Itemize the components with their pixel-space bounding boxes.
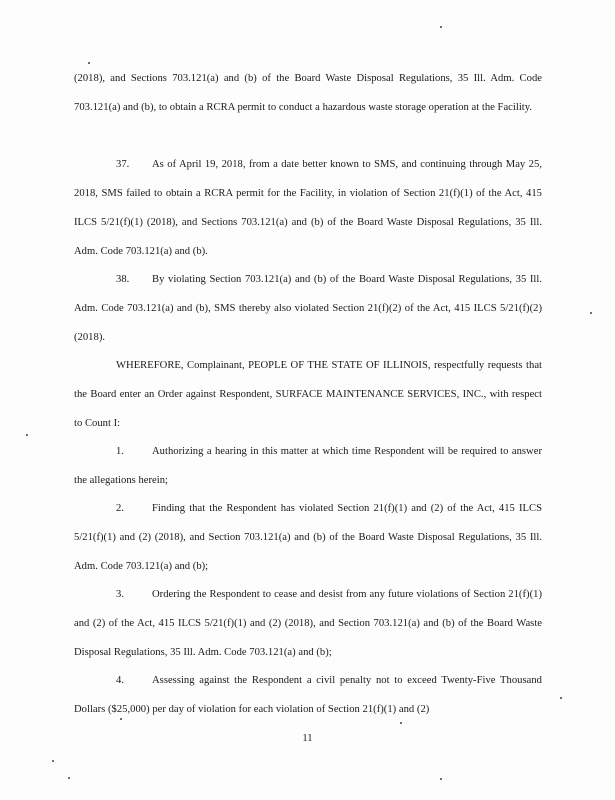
- scan-speck: [560, 697, 562, 699]
- scan-speck: [440, 26, 442, 28]
- paragraph-text: Ordering the Respondent to cease and desist from any future violations of Section 21(f)(1) and (2) of the Act, 415 ILCS 5/21(f)(1) and (2) (2018), and Section 703.121(a) and (b) of the Board Waste Disposal Regulations, 35 Ill. Adm. Code 703.121(a) and (b);: [74, 589, 542, 658]
- scan-speck: [88, 62, 90, 64]
- paragraph-number: 2.: [116, 503, 124, 514]
- paragraph-text: WHEREFORE, Complainant, PEOPLE OF THE STATE OF ILLINOIS, respectfully requests that the Board enter an Order against Respondent, SURFACE MAINTENANCE SERVICES, INC., with respect to Count I:: [74, 360, 542, 429]
- paragraph-text: Assessing against the Respondent a civil penalty not to exceed Twenty-Five Thousand Dollars ($25,000) per day of violation for each violation of Section 21(f)(1) and (2): [74, 675, 542, 715]
- relief-item-1: [74, 437, 542, 495]
- relief-item-2: [74, 494, 542, 581]
- scan-speck: [52, 760, 54, 762]
- scan-speck: [590, 312, 592, 314]
- paragraph-38: [74, 265, 542, 352]
- wherefore-clause: [74, 351, 542, 438]
- scan-speck: [400, 722, 402, 724]
- paragraph-continuation: [74, 64, 542, 122]
- paragraph-text: (2018), and Sections 703.121(a) and (b) of the Board Waste Disposal Regulations, 35 Ill. Adm. Code 703.121(a) and (b), to obtain a RCRA permit to conduct a hazardous waste storage operation at the Facility.: [74, 73, 542, 113]
- paragraph-number: 4.: [116, 675, 124, 686]
- paragraph-text: Finding that the Respondent has violated Section 21(f)(1) and (2) of the Act, 415 ILCS 5/21(f)(1) and (2) (2018), and Section 703.121(a) and (b) of the Board Waste Disposal Regulations, 35 Ill. Adm. Code 703.121(a) and (b);: [74, 503, 542, 572]
- scan-speck: [26, 434, 28, 436]
- scan-speck: [68, 777, 70, 779]
- paragraph-text: By violating Section 703.121(a) and (b) of the Board Waste Disposal Regulations, 35 Ill. Adm. Code 703.121(a) and (b), SMS thereby also violated Section 21(f)(2) of the Act, 415 ILCS 5/21(f)(2) (2018).: [74, 274, 542, 343]
- paragraph-37: [74, 150, 542, 266]
- relief-item-3: [74, 580, 542, 667]
- relief-item-4: [74, 666, 542, 724]
- scan-speck: [440, 778, 442, 780]
- paragraph-text: As of April 19, 2018, from a date better known to SMS, and continuing through May 25, 2018, SMS failed to obtain a RCRA permit for the Facility, in violation of Section 21(f)(1) of the Act, 415 ILCS 5/21(f)(1) (2018), and Sections 703.121(a) and (b) of the Board Waste Disposal Regulations, 35 Ill. Adm. Code 703.121(a) and (b).: [74, 159, 542, 257]
- paragraph-number: 37.: [116, 159, 130, 170]
- page-number: 11: [302, 733, 313, 744]
- paragraph-text: Authorizing a hearing in this matter at which time Respondent will be required to answer the allegations herein;: [74, 446, 542, 486]
- paragraph-number: 1.: [116, 446, 124, 457]
- paragraph-number: 38.: [116, 274, 130, 285]
- paragraph-number: 3.: [116, 589, 124, 600]
- scan-speck: [120, 718, 122, 720]
